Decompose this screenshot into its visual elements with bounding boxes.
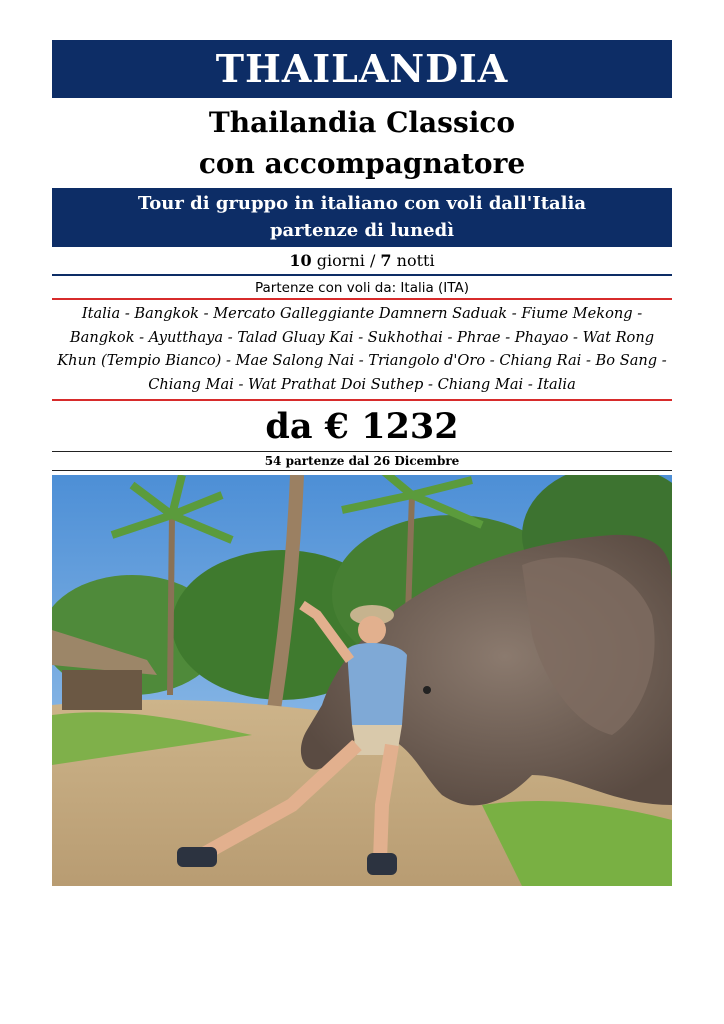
tour-subtitle-line1: Tour di gruppo in italiano con voli dall'Italia [137,193,587,214]
duration [52,250,672,272]
divider-price-bottom [52,470,672,471]
country-title: THAILANDIA [215,46,509,91]
duration-days: 10 [289,251,312,270]
duration-nights: 7 [380,251,392,270]
itinerary-text: Italia - Bangkok - Mercato Galleggiante Damnern Saduak - Fiume Mekong - Bangkok - Ayutthaya - Talad Gluay Kai - Sukhothai - Phrae - Phayao - Wat Rong Khun (Tempio Bianco) - Mae Salong Nai - Triangolo d'Oro - Chiang Rai - Bo Sang - Chiang Mai - Wat Prathat Doi Suthep - Chiang Mai - Italia [57,305,667,393]
duration-separator: / [369,251,376,270]
divider-navy [52,274,672,276]
tour-subtitle-banner [52,188,672,247]
tour-subtitle-line2: partenze di lunedì [269,220,455,241]
price: da € 1232 [265,406,459,447]
departures-count: 54 partenze dal 26 Dicembre [264,454,460,468]
divider-red-bottom [52,399,672,401]
duration-nights-label: notti [396,251,435,270]
tour-title [52,102,672,184]
country-banner [52,40,672,98]
tour-title-line2: con accompagnatore [198,147,526,180]
duration-days-label: giorni [316,251,365,270]
departure-info: Partenze con voli da: Italia (ITA) [254,280,469,296]
tour-title-line1: Thailandia Classico [208,106,516,139]
tour-photo-elephant [52,475,672,886]
brochure-page [52,40,672,886]
